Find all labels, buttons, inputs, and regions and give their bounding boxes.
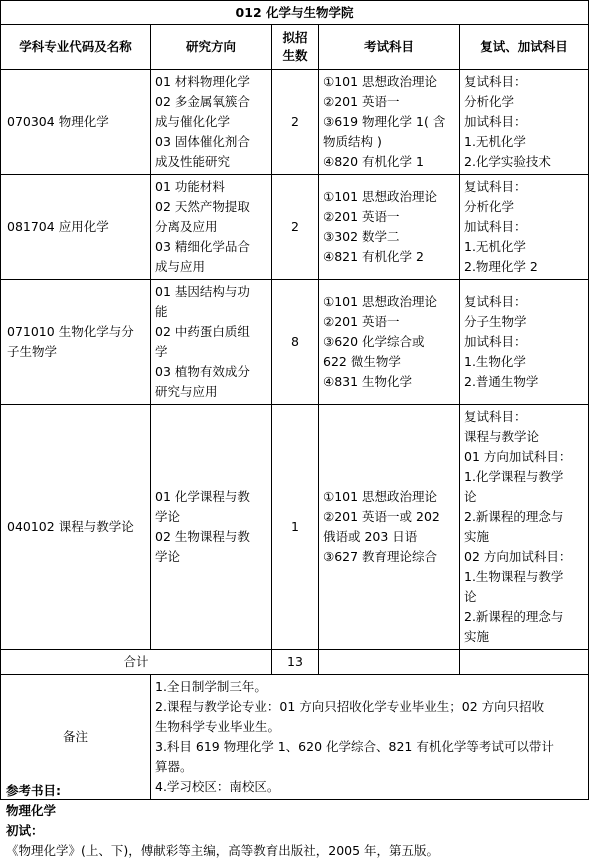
retest-line: 复试科目： xyxy=(464,74,527,89)
direction-line: 01 功能材料 xyxy=(155,179,225,194)
total-empty-cell xyxy=(319,650,460,675)
quota-cell: 8 xyxy=(272,280,319,405)
retest-cell xyxy=(460,405,589,650)
header-row xyxy=(1,25,589,70)
table-row xyxy=(1,70,589,175)
subjects-cell xyxy=(319,70,460,175)
retest-line: 实施 xyxy=(464,529,490,544)
retest-line: 复试科目： xyxy=(464,409,527,424)
retest-line: 1.生物课程与教学 xyxy=(464,569,564,584)
retest-line: 02 方向加试科目： xyxy=(464,549,572,564)
direction-line: 01 基因结构与功 xyxy=(155,284,250,299)
remark-line: 生物科学专业毕业生。 xyxy=(155,719,281,734)
direction-line: 学论 xyxy=(155,549,181,564)
subject-line: ④820 有机化学 1 xyxy=(323,154,424,169)
major-line: 071010 生物化学与分 xyxy=(7,324,134,339)
school-title: 012 化学与生物学院 xyxy=(1,1,589,25)
retest-cell xyxy=(460,280,589,405)
direction-line: 成与催化化学 xyxy=(155,114,231,129)
header-quota xyxy=(272,25,319,70)
subject-line: ①101 思想政治理论 xyxy=(323,294,438,309)
subject-line: ③627 教育理论综合 xyxy=(323,549,438,564)
retest-line: 复试科目： xyxy=(464,179,527,194)
header-major: 学科专业代码及名称 xyxy=(1,25,151,70)
retest-line: 分子生物学 xyxy=(464,314,527,329)
subject-line: ④831 生物化学 xyxy=(323,374,413,389)
total-empty-cell xyxy=(460,650,589,675)
direction-cell xyxy=(151,405,272,650)
remarks-label: 备注 xyxy=(1,675,151,800)
subjects-cell xyxy=(319,405,460,650)
quota-cell: 2 xyxy=(272,70,319,175)
major-cell xyxy=(1,280,151,405)
retest-line: 01 方向加试科目： xyxy=(464,449,572,464)
header-direction: 研究方向 xyxy=(151,25,272,70)
subject-line: ③619 物理化学 1( 含 xyxy=(323,114,446,129)
remark-line: 1.全日制学制三年。 xyxy=(155,679,267,694)
direction-line: 成与应用 xyxy=(155,259,206,274)
retest-line: 加试科目： xyxy=(464,219,527,234)
quota-cell: 2 xyxy=(272,175,319,280)
major-line: 子生物学 xyxy=(7,344,58,359)
subject-line: ④821 有机化学 2 xyxy=(323,249,424,264)
retest-line: 2.化学实验技术 xyxy=(464,154,551,169)
major-cell: 081704 应用化学 xyxy=(1,175,151,280)
direction-line: 02 多金属氧簇合 xyxy=(155,94,250,109)
subject-line: ①101 思想政治理论 xyxy=(323,489,438,504)
retest-line: 1.无机化学 xyxy=(464,134,526,149)
retest-line: 2.普通生物学 xyxy=(464,374,539,389)
subject-line: ②201 英语一 xyxy=(323,314,400,329)
retest-line: 2.物理化学 2 xyxy=(464,259,538,274)
subject-line: 物质结构 ) xyxy=(323,134,382,149)
retest-line: 复试科目： xyxy=(464,294,527,309)
direction-line: 01 材料物理化学 xyxy=(155,74,250,89)
subject-line: 俄语或 203 日语 xyxy=(323,529,418,544)
retest-line: 加试科目： xyxy=(464,114,527,129)
direction-cell xyxy=(151,70,272,175)
direction-cell xyxy=(151,175,272,280)
title-row xyxy=(1,1,589,25)
direction-cell xyxy=(151,280,272,405)
header-retest: 复试、加试科目 xyxy=(460,25,589,70)
direction-line: 分离及应用 xyxy=(155,219,218,234)
retest-line: 1.化学课程与教学 xyxy=(464,469,564,484)
subject-line: ①101 思想政治理论 xyxy=(323,74,438,89)
direction-line: 03 精细化学品合 xyxy=(155,239,250,254)
table-row xyxy=(1,280,589,405)
subject-line: ②201 英语一 xyxy=(323,209,400,224)
subject-line: ①101 思想政治理论 xyxy=(323,189,438,204)
retest-line: 加试科目： xyxy=(464,334,527,349)
table-row xyxy=(1,175,589,280)
quota-cell: 1 xyxy=(272,405,319,650)
retest-line: 实施 xyxy=(464,629,490,644)
retest-line: 2.新课程的理念与 xyxy=(464,509,564,524)
major-cell: 040102 课程与教学论 xyxy=(1,405,151,650)
total-row xyxy=(1,650,589,675)
direction-line: 02 生物课程与教 xyxy=(155,529,250,544)
total-value: 13 xyxy=(272,650,319,675)
major-cell: 070304 物理化学 xyxy=(1,70,151,175)
references-heading: 参考书目: xyxy=(6,783,61,798)
retest-line: 1.无机化学 xyxy=(464,239,526,254)
references-book: 《物理化学》(上、下)，傅献彩等主编，高等教育出版社，2005 年，第五版。 xyxy=(6,843,440,858)
subject-line: 622 微生物学 xyxy=(323,354,401,369)
retest-line: 论 xyxy=(464,589,477,604)
direction-line: 01 化学课程与教 xyxy=(155,489,250,504)
direction-line: 03 植物有效成分 xyxy=(155,364,250,379)
header-quota-line1: 拟招 xyxy=(282,30,308,45)
subject-line: ②201 英语一 xyxy=(323,94,400,109)
subject-line: ③302 数学二 xyxy=(323,229,400,244)
table-row xyxy=(1,405,589,650)
subjects-cell xyxy=(319,280,460,405)
retest-line: 2.新课程的理念与 xyxy=(464,609,564,624)
retest-line: 分析化学 xyxy=(464,94,515,109)
direction-line: 研究与应用 xyxy=(155,384,218,399)
retest-line: 1.生物化学 xyxy=(464,354,526,369)
subject-line: ③620 化学综合或 xyxy=(323,334,425,349)
references-section xyxy=(6,781,586,861)
retest-line: 课程与教学论 xyxy=(464,429,540,444)
direction-line: 成及性能研究 xyxy=(155,154,231,169)
remark-line: 2.课程与教学论专业：01 方向只招收化学专业毕业生；02 方向只招收 xyxy=(155,699,545,714)
direction-line: 学 xyxy=(155,344,168,359)
header-subjects: 考试科目 xyxy=(319,25,460,70)
direction-line: 02 中药蛋白质组 xyxy=(155,324,250,339)
direction-line: 能 xyxy=(155,304,168,319)
total-label: 合计 xyxy=(1,650,272,675)
remark-line: 4.学习校区：南校区。 xyxy=(155,779,280,794)
direction-line: 03 固体催化剂合 xyxy=(155,134,250,149)
retest-cell xyxy=(460,175,589,280)
retest-line: 分析化学 xyxy=(464,199,515,214)
remark-line: 算器。 xyxy=(155,759,193,774)
references-subject: 物理化学 xyxy=(6,803,57,818)
retest-cell xyxy=(460,70,589,175)
header-quota-line2: 生数 xyxy=(282,48,308,63)
subject-line: ②201 英语一或 202 xyxy=(323,509,440,524)
remark-line: 3.科目 619 物理化学 1、620 化学综合、821 有机化学等考试可以带计 xyxy=(155,739,554,754)
subjects-cell xyxy=(319,175,460,280)
references-stage: 初试： xyxy=(6,823,44,838)
direction-line: 02 天然产物提取 xyxy=(155,199,250,214)
direction-line: 学论 xyxy=(155,509,181,524)
retest-line: 论 xyxy=(464,489,477,504)
